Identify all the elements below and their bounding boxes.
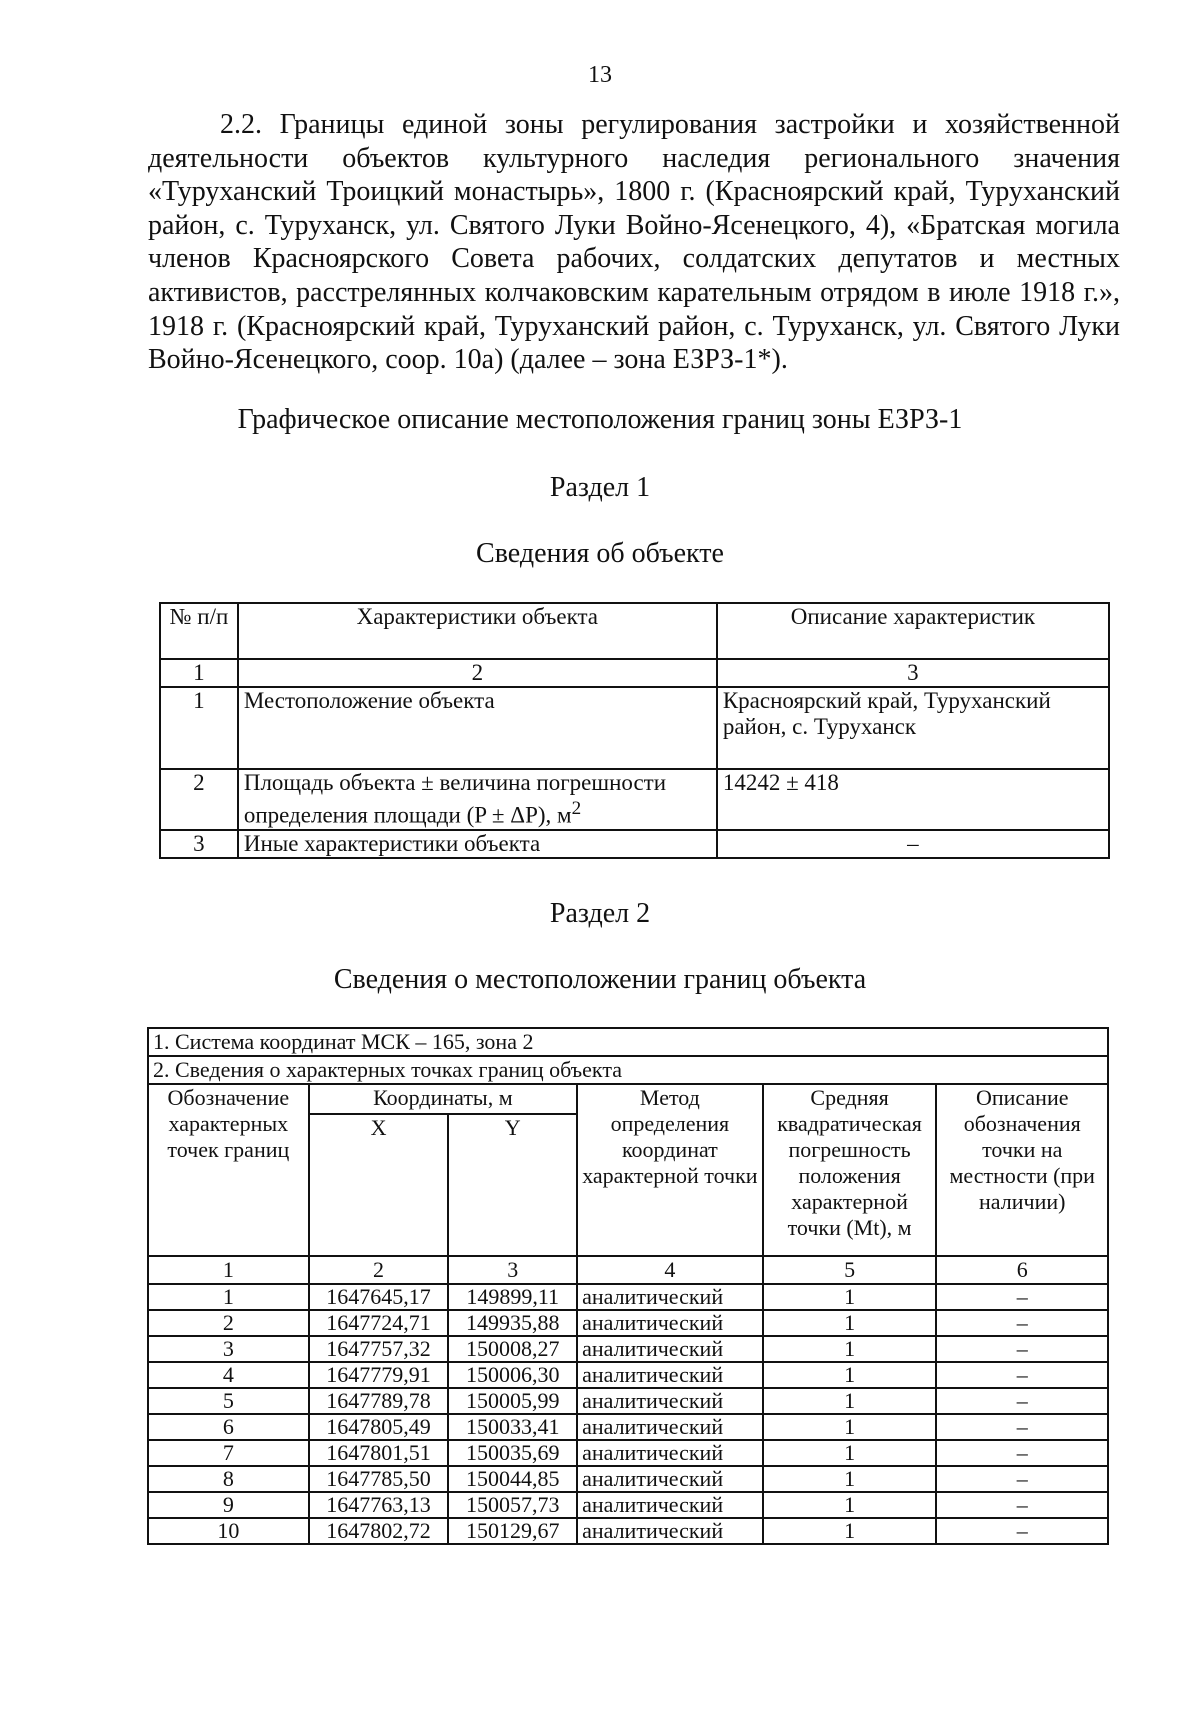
point-number: 5 [148,1388,309,1414]
point-y: 150006,30 [448,1362,577,1388]
point-y: 150005,99 [448,1388,577,1414]
column-number: 5 [763,1256,937,1284]
table-row [148,1414,1108,1440]
table-header-row [148,1084,1108,1114]
point-description: – [936,1440,1108,1466]
point-y: 149899,11 [448,1284,577,1310]
point-error: 1 [763,1336,937,1362]
section1-heading: Раздел 1 [549,472,651,503]
points-body [148,1284,1108,1544]
table-row [148,1336,1108,1362]
row-characteristic [238,769,717,830]
point-description: – [936,1388,1108,1414]
point-x: 1647645,17 [309,1284,449,1310]
point-error: 1 [763,1492,937,1518]
table-row [148,1518,1108,1544]
point-method: аналитический [577,1466,763,1492]
point-error: 1 [763,1388,937,1414]
row-description: – [717,830,1109,858]
table-row [160,830,1109,858]
point-description: – [936,1362,1108,1388]
point-number: 9 [148,1492,309,1518]
header-description: Описание обозначения точки на местности (при наличии) [936,1084,1108,1256]
point-x: 1647802,72 [309,1518,449,1544]
row-description: 14242 ± 418 [717,769,1109,830]
point-description: – [936,1414,1108,1440]
table-row [148,1466,1108,1492]
table-row [148,1440,1108,1466]
table-row [148,1388,1108,1414]
coord-system-row [148,1028,1108,1056]
row-number: 1 [160,687,238,769]
table-row [160,769,1109,830]
point-y: 150044,85 [448,1466,577,1492]
section1-subheading: Сведения об объекте [476,538,724,569]
column-number: 3 [448,1256,577,1284]
point-description: – [936,1466,1108,1492]
point-x: 1647801,51 [309,1440,449,1466]
column-number: 2 [238,659,717,687]
header-method: Метод определения координат характерной точки [577,1084,763,1256]
point-number: 7 [148,1440,309,1466]
point-description: – [936,1284,1108,1310]
point-description: – [936,1492,1108,1518]
point-error: 1 [763,1310,937,1336]
column-number-row [148,1256,1108,1284]
header-cell-description: Описание характеристик [717,603,1109,659]
point-x: 1647789,78 [309,1388,449,1414]
row-description: Красноярский край, Туруханский район, с. Туруханск [717,687,1109,769]
row-characteristic: Местоположение объекта [238,687,717,769]
point-error: 1 [763,1362,937,1388]
table-row [160,687,1109,769]
point-x: 1647763,13 [309,1492,449,1518]
row-number: 2 [160,769,238,830]
point-method: аналитический [577,1518,763,1544]
point-y: 150057,73 [448,1492,577,1518]
column-number-row [160,659,1109,687]
point-error: 1 [763,1466,937,1492]
point-number: 1 [148,1284,309,1310]
point-x: 1647757,32 [309,1336,449,1362]
row-number: 3 [160,830,238,858]
point-number: 3 [148,1336,309,1362]
object-info-table [159,602,1110,859]
boundary-points-table [147,1027,1109,1545]
graphic-description-title: Графическое описание местоположения границ зоны ЕЗРЗ-1 [237,404,963,435]
point-error: 1 [763,1440,937,1466]
point-method: аналитический [577,1336,763,1362]
header-y: Y [448,1114,577,1256]
page-number: 13 [588,62,612,88]
point-y: 149935,88 [448,1310,577,1336]
point-description: – [936,1310,1108,1336]
header-x: X [309,1114,449,1256]
point-method: аналитический [577,1492,763,1518]
point-error: 1 [763,1284,937,1310]
table-row [148,1362,1108,1388]
point-number: 4 [148,1362,309,1388]
point-x: 1647779,91 [309,1362,449,1388]
point-description: – [936,1518,1108,1544]
point-y: 150035,69 [448,1440,577,1466]
header-error: Средняя квадратическая погрешность положения характерной точки (Mt), м [763,1084,937,1256]
table-row [148,1310,1108,1336]
square-superscript: 2 [571,798,582,819]
column-number: 1 [160,659,238,687]
row-characteristic: Иные характеристики объекта [238,830,717,858]
header-designation: Обозначение характерных точек границ [148,1084,309,1256]
point-number: 8 [148,1466,309,1492]
point-number: 2 [148,1310,309,1336]
point-method: аналитический [577,1310,763,1336]
points-title-cell: 2. Сведения о характерных точках границ объекта [148,1056,1108,1084]
points-title-row [148,1056,1108,1084]
point-y: 150129,67 [448,1518,577,1544]
point-method: аналитический [577,1362,763,1388]
column-number: 4 [577,1256,763,1284]
point-x: 1647724,71 [309,1310,449,1336]
point-number: 6 [148,1414,309,1440]
point-error: 1 [763,1518,937,1544]
point-description: – [936,1336,1108,1362]
header-cell-characteristic: Характеристики объекта [238,603,717,659]
point-method: аналитический [577,1414,763,1440]
area-characteristic-text: Площадь объекта ± величина погрешности определения площади (P ± ΔP), м [243,770,667,828]
point-method: аналитический [577,1440,763,1466]
point-x: 1647805,49 [309,1414,449,1440]
point-y: 150008,27 [448,1336,577,1362]
point-method: аналитический [577,1284,763,1310]
point-x: 1647785,50 [309,1466,449,1492]
header-cell-number: № п/п [160,603,238,659]
point-y: 150033,41 [448,1414,577,1440]
header-coordinates: Координаты, м [309,1084,577,1114]
table-row [148,1492,1108,1518]
coord-system-cell: 1. Система координат МСК – 165, зона 2 [148,1028,1108,1056]
column-number: 2 [309,1256,449,1284]
point-error: 1 [763,1414,937,1440]
section2-subheading: Сведения о местоположении границ объекта [333,964,867,995]
section2-heading: Раздел 2 [549,898,651,929]
point-number: 10 [148,1518,309,1544]
point-method: аналитический [577,1388,763,1414]
column-number: 1 [148,1256,309,1284]
table-row [148,1284,1108,1310]
column-number: 6 [936,1256,1108,1284]
column-number: 3 [717,659,1109,687]
table-header-row [160,603,1109,659]
intro-paragraph: 2.2. Границы единой зоны регулирования застройки и хозяйственной деятельности объектов культурного наследия регионального значения «Туруханский Троицкий монастырь», 1800 г. (Красноярский край, Туруханский район, с. Туруханск, ул. Святого Луки Войно-Ясенецкого, 4), «Братская могила членов Красноярского Совета рабочих, солдатских депутатов и местных активистов, расстрелянных колчаковским карательным отрядом в июле 1918 г.», 1918 г. (Красноярский край, Туруханский район, с. Туруханск, ул. Святого Луки Войно-Ясенецкого, соор. 10а) (далее – зона ЕЗРЗ-1*). [148,109,1120,376]
